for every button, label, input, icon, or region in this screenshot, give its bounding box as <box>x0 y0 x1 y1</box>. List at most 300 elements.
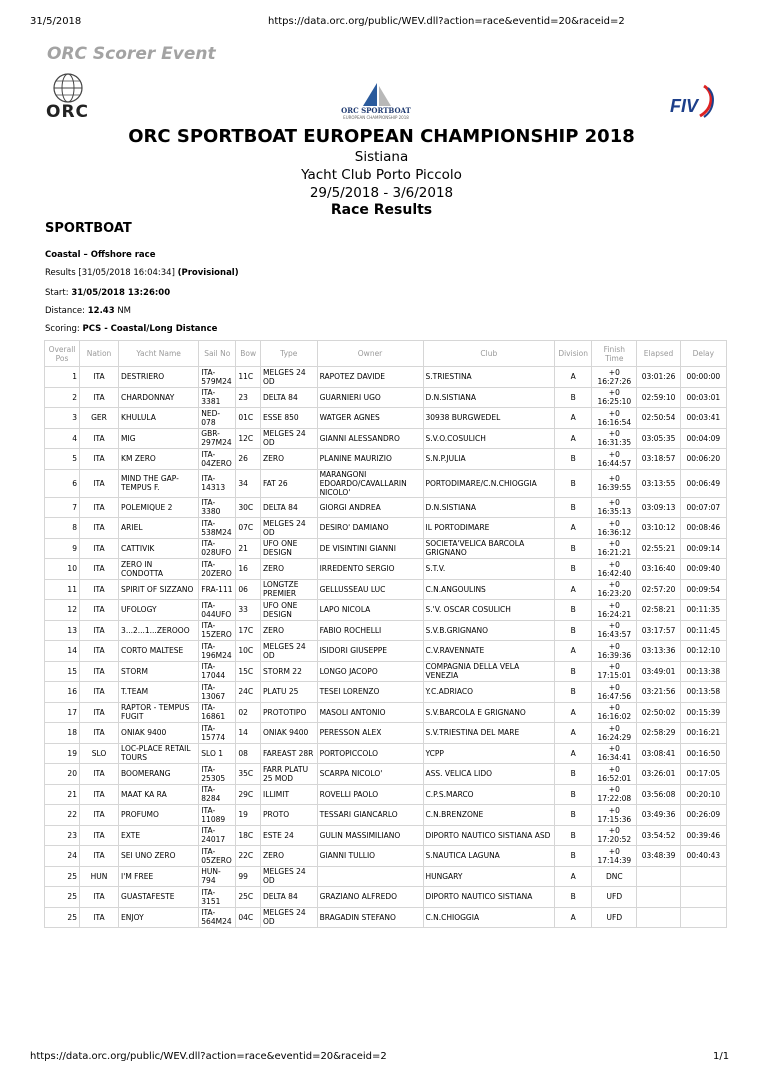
table-row <box>45 579 727 600</box>
table-row <box>45 907 727 928</box>
cell-bow: 16 <box>236 559 261 580</box>
cell-yacht: DESTRIERO <box>119 367 199 388</box>
cell-owner: FABIO ROCHELLI <box>317 620 423 641</box>
cell-division: B <box>555 764 592 785</box>
cell-nation: HUN <box>79 866 118 887</box>
cell-division: A <box>555 907 592 928</box>
cell-delay: 00:15:39 <box>680 702 726 723</box>
cell-sail-no: ITA-8284 <box>199 784 236 805</box>
table-row <box>45 641 727 662</box>
table-header-row <box>45 341 727 367</box>
cell-yacht: PROFUMO <box>119 805 199 826</box>
event-location: Sistiana <box>354 149 409 165</box>
cell-pos: 13 <box>45 620 80 641</box>
cell-nation: ITA <box>79 784 118 805</box>
cell-owner: GELLUSSEAU LUC <box>317 579 423 600</box>
event-title: ORC SPORTBOAT EUROPEAN CHAMPIONSHIP 2018 <box>128 126 635 147</box>
cell-delay: 00:11:45 <box>680 620 726 641</box>
cell-elapsed: 03:49:36 <box>637 805 680 826</box>
cell-bow: 18C <box>236 825 261 846</box>
sportboat-logo-text: ORC SPORTBOAT <box>341 106 411 115</box>
cell-pos: 24 <box>45 846 80 867</box>
cell-pos: 3 <box>45 408 80 429</box>
cell-elapsed <box>637 866 680 887</box>
cell-delay: 00:08:46 <box>680 518 726 539</box>
cell-division: B <box>555 387 592 408</box>
cell-division: B <box>555 449 592 470</box>
cell-finish: +0 17:20:52 <box>592 825 637 846</box>
table-row <box>45 449 727 470</box>
cell-elapsed: 03:18:57 <box>637 449 680 470</box>
cell-club: D.N.SISTIANA <box>423 387 555 408</box>
cell-delay: 00:09:54 <box>680 579 726 600</box>
col-header-club: Club <box>423 341 555 367</box>
cell-sail-no: HUN-794 <box>199 866 236 887</box>
cell-delay: 00:00:00 <box>680 367 726 388</box>
table-row <box>45 497 727 518</box>
cell-pos: 25 <box>45 866 80 887</box>
cell-elapsed: 03:05:35 <box>637 428 680 449</box>
cell-bow: 17C <box>236 620 261 641</box>
cell-elapsed: 02:58:29 <box>637 723 680 744</box>
cell-sail-no: ITA-20ZERO <box>199 559 236 580</box>
cell-type: UFO ONE DESIGN <box>261 600 318 621</box>
cell-yacht: CORTO MALTESE <box>119 641 199 662</box>
col-header-finish-time: Finish Time <box>592 341 637 367</box>
cell-elapsed: 02:58:21 <box>637 600 680 621</box>
cell-sail-no: ITA-04ZERO <box>199 449 236 470</box>
table-row <box>45 784 727 805</box>
cell-finish: +0 16:44:57 <box>592 449 637 470</box>
cell-type: MELGES 24 OD <box>261 641 318 662</box>
cell-division: A <box>555 866 592 887</box>
cell-yacht: EXTE <box>119 825 199 846</box>
table-row <box>45 743 727 764</box>
cell-finish: +0 17:15:36 <box>592 805 637 826</box>
cell-nation: ITA <box>79 846 118 867</box>
table-row <box>45 428 727 449</box>
cell-elapsed: 03:01:26 <box>637 367 680 388</box>
cell-nation: ITA <box>79 538 118 559</box>
table-row <box>45 518 727 539</box>
table-row <box>45 367 727 388</box>
cell-nation: GER <box>79 408 118 429</box>
cell-type: LONGTZE PREMIER <box>261 579 318 600</box>
cell-owner: DESIRO' DAMIANO <box>317 518 423 539</box>
page-subtitle: Race Results <box>330 202 433 218</box>
cell-delay: 00:13:58 <box>680 682 726 703</box>
table-row <box>45 387 727 408</box>
cell-club: D.N.SISTIANA <box>423 497 555 518</box>
distance-label: Distance: <box>45 306 86 316</box>
col-header-overall-pos: Overall Pos <box>45 341 80 367</box>
cell-delay: 00:39:46 <box>680 825 726 846</box>
cell-owner: IRREDENTO SERGIO <box>317 559 423 580</box>
cell-owner: GIANNI ALESSANDRO <box>317 428 423 449</box>
cell-division: B <box>555 682 592 703</box>
cell-sail-no: ITA-24017 <box>199 825 236 846</box>
distance-line <box>45 306 131 316</box>
cell-nation: ITA <box>79 682 118 703</box>
table-row <box>45 538 727 559</box>
cell-pos: 21 <box>45 784 80 805</box>
cell-division: A <box>555 641 592 662</box>
cell-elapsed: 03:16:40 <box>637 559 680 580</box>
results-status: (Provisional) <box>177 268 239 278</box>
cell-nation: ITA <box>79 641 118 662</box>
cell-club: C.P.S.MARCO <box>423 784 555 805</box>
cell-bow: 02 <box>236 702 261 723</box>
cell-elapsed: 03:13:55 <box>637 469 680 497</box>
cell-sail-no: ITA-17044 <box>199 661 236 682</box>
cell-type: PROTOTIPO <box>261 702 318 723</box>
cell-division: A <box>555 723 592 744</box>
cell-type: ONIAK 9400 <box>261 723 318 744</box>
cell-division: A <box>555 743 592 764</box>
cell-yacht: ARIEL <box>119 518 199 539</box>
cell-division: B <box>555 559 592 580</box>
cell-owner: GUARNIERI UGO <box>317 387 423 408</box>
cell-finish: DNC <box>592 866 637 887</box>
sportboat-logo <box>333 82 419 122</box>
cell-club: C.N.BRENZONE <box>423 805 555 826</box>
start-label: Start: <box>45 288 69 298</box>
cell-finish: +0 16:39:36 <box>592 641 637 662</box>
event-dates: 29/5/2018 - 3/6/2018 <box>309 185 454 201</box>
cell-finish: +0 16:21:21 <box>592 538 637 559</box>
cell-type: ESTE 24 <box>261 825 318 846</box>
cell-finish: +0 16:24:21 <box>592 600 637 621</box>
col-header-type: Type <box>261 341 318 367</box>
cell-division: A <box>555 518 592 539</box>
cell-delay <box>680 887 726 908</box>
cell-sail-no: ITA-044UFO <box>199 600 236 621</box>
cell-nation: ITA <box>79 497 118 518</box>
cell-sail-no: ITA-15774 <box>199 723 236 744</box>
scoring-value: PCS - Coastal/Long Distance <box>82 324 218 334</box>
cell-delay <box>680 907 726 928</box>
cell-division: B <box>555 784 592 805</box>
cell-finish: UFD <box>592 887 637 908</box>
cell-nation: ITA <box>79 469 118 497</box>
cell-pos: 5 <box>45 449 80 470</box>
cell-yacht: CHARDONNAY <box>119 387 199 408</box>
col-header-nation: Nation <box>79 341 118 367</box>
cell-elapsed: 03:09:13 <box>637 497 680 518</box>
cell-division: B <box>555 661 592 682</box>
event-club: Yacht Club Porto Piccolo <box>301 167 462 183</box>
cell-finish: +0 16:25:10 <box>592 387 637 408</box>
cell-nation: ITA <box>79 449 118 470</box>
col-header-owner: Owner <box>317 341 423 367</box>
cell-bow: 14 <box>236 723 261 744</box>
cell-pos: 25 <box>45 907 80 928</box>
cell-pos: 19 <box>45 743 80 764</box>
sportboat-logo-subtext: EUROPEAN CHAMPIONSHIP 2018 <box>343 115 409 120</box>
cell-owner: MARANGONI EDOARDO/CAVALLARIN NICOLO' <box>317 469 423 497</box>
footer-url: https://data.orc.org/public/WEV.dll?action=race&eventid=20&raceid=2 <box>30 1051 387 1062</box>
cell-elapsed <box>637 887 680 908</box>
table-row <box>45 408 727 429</box>
cell-division: A <box>555 702 592 723</box>
table-row <box>45 764 727 785</box>
cell-club: 30938 BURGWEDEL <box>423 408 555 429</box>
cell-elapsed: 03:49:01 <box>637 661 680 682</box>
cell-delay: 00:20:10 <box>680 784 726 805</box>
cell-type: ILLIMIT <box>261 784 318 805</box>
svg-text:FIV: FIV <box>670 96 699 116</box>
cell-owner: DE VISINTINI GIANNI <box>317 538 423 559</box>
table-row <box>45 805 727 826</box>
cell-owner: BRAGADIN STEFANO <box>317 907 423 928</box>
orc-logo-text: ORC <box>46 102 90 122</box>
cell-finish: +0 16:47:56 <box>592 682 637 703</box>
cell-finish: +0 16:23:20 <box>592 579 637 600</box>
cell-elapsed: 03:54:52 <box>637 825 680 846</box>
cell-bow: 06 <box>236 579 261 600</box>
cell-yacht: LOC-PLACE RETAIL TOURS <box>119 743 199 764</box>
cell-division: B <box>555 805 592 826</box>
cell-type: ZERO <box>261 846 318 867</box>
cell-delay: 00:09:40 <box>680 559 726 580</box>
page-number: 1/1 <box>713 1051 730 1062</box>
cell-finish: +0 16:35:13 <box>592 497 637 518</box>
results-body <box>45 367 727 928</box>
start-line <box>45 288 170 298</box>
cell-delay <box>680 866 726 887</box>
cell-owner: RAPOTEZ DAVIDE <box>317 367 423 388</box>
cell-elapsed: 03:26:01 <box>637 764 680 785</box>
cell-yacht: CATTIVIK <box>119 538 199 559</box>
print-url: https://data.orc.org/public/WEV.dll?action=race&eventid=20&raceid=2 <box>268 16 625 27</box>
cell-type: MELGES 24 OD <box>261 367 318 388</box>
cell-division: A <box>555 408 592 429</box>
cell-owner: TESEI LORENZO <box>317 682 423 703</box>
cell-finish: +0 16:39:55 <box>592 469 637 497</box>
cell-delay: 00:17:05 <box>680 764 726 785</box>
cell-pos: 1 <box>45 367 80 388</box>
cell-nation: ITA <box>79 367 118 388</box>
cell-elapsed: 02:50:02 <box>637 702 680 723</box>
cell-nation: ITA <box>79 764 118 785</box>
cell-pos: 17 <box>45 702 80 723</box>
cell-type: MELGES 24 OD <box>261 866 318 887</box>
cell-bow: 01C <box>236 408 261 429</box>
cell-pos: 12 <box>45 600 80 621</box>
cell-pos: 16 <box>45 682 80 703</box>
cell-finish: +0 16:27:26 <box>592 367 637 388</box>
cell-elapsed: 03:17:57 <box>637 620 680 641</box>
cell-bow: 33 <box>236 600 261 621</box>
cell-owner: PERESSON ALEX <box>317 723 423 744</box>
cell-division: B <box>555 497 592 518</box>
cell-club: C.V.RAVENNATE <box>423 641 555 662</box>
table-row <box>45 846 727 867</box>
cell-nation: ITA <box>79 387 118 408</box>
table-row <box>45 559 727 580</box>
cell-delay: 00:26:09 <box>680 805 726 826</box>
cell-pos: 2 <box>45 387 80 408</box>
table-row <box>45 620 727 641</box>
cell-club: S.T.V. <box>423 559 555 580</box>
results-line <box>45 268 239 278</box>
cell-bow: 10C <box>236 641 261 662</box>
cell-delay: 00:16:50 <box>680 743 726 764</box>
cell-bow: 12C <box>236 428 261 449</box>
cell-yacht: ENJOY <box>119 907 199 928</box>
cell-sail-no: ITA-564M24 <box>199 907 236 928</box>
cell-nation: ITA <box>79 620 118 641</box>
cell-owner: GULIN MASSIMILIANO <box>317 825 423 846</box>
cell-elapsed <box>637 907 680 928</box>
cell-finish: +0 16:34:41 <box>592 743 637 764</box>
cell-type: UFO ONE DESIGN <box>261 538 318 559</box>
cell-owner: PLANINE MAURIZIO <box>317 449 423 470</box>
cell-club: DIPORTO NAUTICO SISTIANA ASD <box>423 825 555 846</box>
cell-bow: 07C <box>236 518 261 539</box>
cell-nation: ITA <box>79 559 118 580</box>
cell-pos: 25 <box>45 887 80 908</box>
cell-club: S.'V. OSCAR COSULICH <box>423 600 555 621</box>
cell-bow: 35C <box>236 764 261 785</box>
cell-sail-no: ITA-16861 <box>199 702 236 723</box>
cell-sail-no: ITA-14313 <box>199 469 236 497</box>
cell-finish: +0 17:15:01 <box>592 661 637 682</box>
cell-club: DIPORTO NAUTICO SISTIANA <box>423 887 555 908</box>
cell-delay: 00:06:20 <box>680 449 726 470</box>
cell-delay: 00:09:14 <box>680 538 726 559</box>
col-header-yacht-name: Yacht Name <box>119 341 199 367</box>
cell-pos: 10 <box>45 559 80 580</box>
cell-bow: 11C <box>236 367 261 388</box>
cell-type: STORM 22 <box>261 661 318 682</box>
cell-type: ZERO <box>261 620 318 641</box>
cell-nation: ITA <box>79 428 118 449</box>
cell-club: ASS. VELICA LIDO <box>423 764 555 785</box>
cell-finish: +0 16:52:01 <box>592 764 637 785</box>
cell-club: Y.C.ADRIACO <box>423 682 555 703</box>
cell-division: B <box>555 469 592 497</box>
cell-finish: +0 16:16:02 <box>592 702 637 723</box>
cell-sail-no: ITA-3381 <box>199 387 236 408</box>
table-row <box>45 469 727 497</box>
cell-elapsed: 02:59:10 <box>637 387 680 408</box>
cell-finish: +0 16:36:12 <box>592 518 637 539</box>
cell-pos: 7 <box>45 497 80 518</box>
cell-sail-no: ITA-13067 <box>199 682 236 703</box>
table-row <box>45 600 727 621</box>
cell-owner: GIORGI ANDREA <box>317 497 423 518</box>
cell-finish: +0 17:22:08 <box>592 784 637 805</box>
cell-yacht: KM ZERO <box>119 449 199 470</box>
cell-yacht: SEI UNO ZERO <box>119 846 199 867</box>
cell-yacht: 3...2...1...ZEROOO <box>119 620 199 641</box>
cell-club: IL PORTODIMARE <box>423 518 555 539</box>
cell-type: ESSE 850 <box>261 408 318 429</box>
sail-icon <box>357 82 397 108</box>
cell-yacht: RAPTOR - TEMPUS FUGIT <box>119 702 199 723</box>
cell-pos: 4 <box>45 428 80 449</box>
cell-type: FAT 26 <box>261 469 318 497</box>
cell-yacht: MIG <box>119 428 199 449</box>
cell-yacht: ONIAK 9400 <box>119 723 199 744</box>
cell-yacht: T.TEAM <box>119 682 199 703</box>
cell-yacht: SPIRIT OF SIZZANO <box>119 579 199 600</box>
distance-value: 12.43 <box>87 306 115 316</box>
cell-pos: 20 <box>45 764 80 785</box>
cell-type: PLATU 25 <box>261 682 318 703</box>
cell-sail-no: ITA-25305 <box>199 764 236 785</box>
cell-delay: 00:11:35 <box>680 600 726 621</box>
cell-elapsed: 03:21:56 <box>637 682 680 703</box>
cell-elapsed: 03:13:36 <box>637 641 680 662</box>
cell-bow: 22C <box>236 846 261 867</box>
cell-delay: 00:13:38 <box>680 661 726 682</box>
cell-pos: 8 <box>45 518 80 539</box>
cell-owner: LONGO JACOPO <box>317 661 423 682</box>
cell-type: MELGES 24 OD <box>261 907 318 928</box>
cell-delay: 00:16:21 <box>680 723 726 744</box>
cell-club: C.N.CHIOGGIA <box>423 907 555 928</box>
table-row <box>45 702 727 723</box>
cell-club: S.V.B.GRIGNANO <box>423 620 555 641</box>
cell-sail-no: FRA-111 <box>199 579 236 600</box>
cell-bow: 34 <box>236 469 261 497</box>
col-header-delay: Delay <box>680 341 726 367</box>
cell-bow: 30C <box>236 497 261 518</box>
cell-yacht: POLEMIQUE 2 <box>119 497 199 518</box>
cell-owner: ISIDORI GIUSEPPE <box>317 641 423 662</box>
cell-sail-no: GBR-297M24 <box>199 428 236 449</box>
cell-bow: 99 <box>236 866 261 887</box>
cell-owner: SCARPA NICOLO' <box>317 764 423 785</box>
cell-club: S.V.TRIESTINA DEL MARE <box>423 723 555 744</box>
cell-nation: ITA <box>79 661 118 682</box>
cell-elapsed: 03:08:41 <box>637 743 680 764</box>
cell-division: A <box>555 428 592 449</box>
cell-sail-no: NED-078 <box>199 408 236 429</box>
cell-elapsed: 03:10:12 <box>637 518 680 539</box>
cell-club: COMPAGNIA DELLA VELA VENEZIA <box>423 661 555 682</box>
cell-bow: 04C <box>236 907 261 928</box>
cell-bow: 08 <box>236 743 261 764</box>
cell-nation: ITA <box>79 723 118 744</box>
cell-finish: +0 16:24:29 <box>592 723 637 744</box>
cell-finish: +0 16:16:54 <box>592 408 637 429</box>
cell-elapsed: 02:55:21 <box>637 538 680 559</box>
cell-club: S.V.O.COSULICH <box>423 428 555 449</box>
section-title: SPORTBOAT <box>45 221 132 236</box>
cell-club: C.N.ANGOULINS <box>423 579 555 600</box>
cell-sail-no: ITA-05ZERO <box>199 846 236 867</box>
cell-elapsed: 02:50:54 <box>637 408 680 429</box>
cell-owner: GRAZIANO ALFREDO <box>317 887 423 908</box>
cell-sail-no: ITA-15ZERO <box>199 620 236 641</box>
cell-type: ZERO <box>261 449 318 470</box>
cell-finish: +0 16:31:35 <box>592 428 637 449</box>
cell-sail-no: ITA-3380 <box>199 497 236 518</box>
cell-yacht: BOOMERANG <box>119 764 199 785</box>
cell-pos: 11 <box>45 579 80 600</box>
cell-division: B <box>555 538 592 559</box>
cell-finish: +0 16:42:40 <box>592 559 637 580</box>
col-header-bow: Bow <box>236 341 261 367</box>
cell-owner: PORTOPICCOLO <box>317 743 423 764</box>
cell-owner: MASOLI ANTONIO <box>317 702 423 723</box>
scoring-line <box>45 324 217 334</box>
cell-owner: GIANNI TULLIO <box>317 846 423 867</box>
cell-club: S.V.BARCOLA E GRIGNANO <box>423 702 555 723</box>
